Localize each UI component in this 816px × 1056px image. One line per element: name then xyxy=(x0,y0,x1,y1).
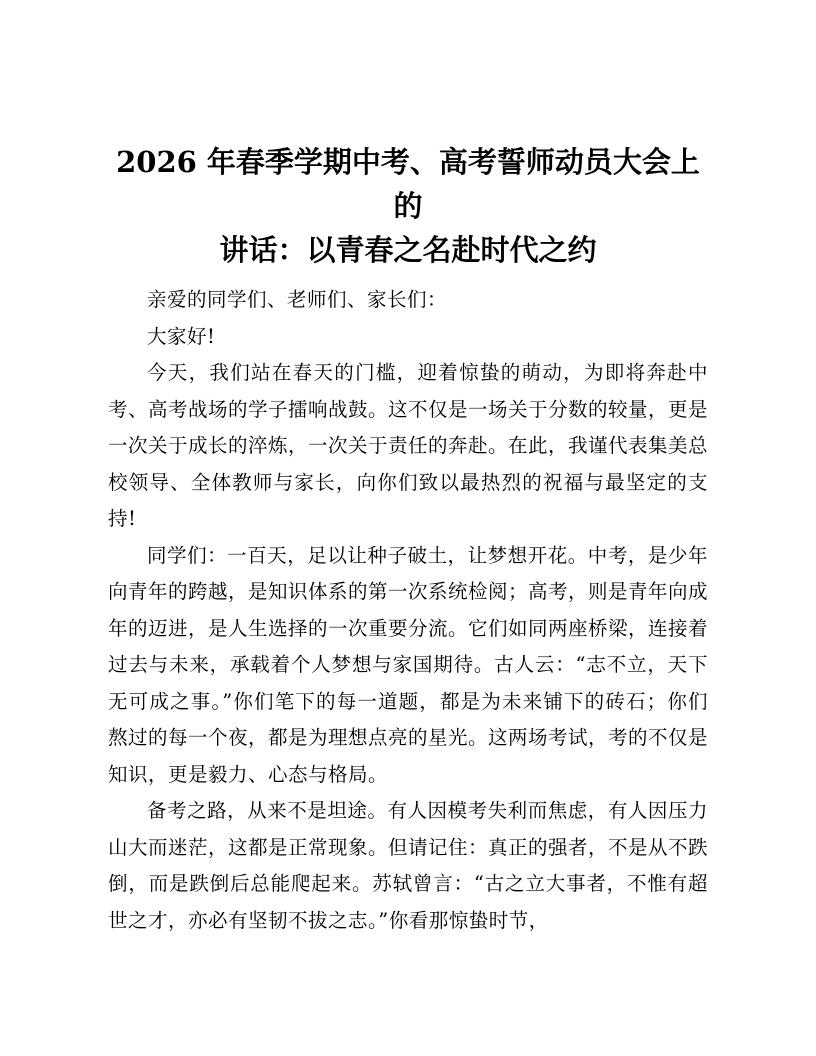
salutation-paragraph: 亲爱的同学们、老师们、家长们： xyxy=(147,288,448,311)
body-paragraph: 同学们：一百天，足以让种子破土，让梦想开花。中考，是少年向青年的跨越，是知识体系的第一次系统检阅；高考，则是青年向成年的迈进，是人生选择的一次重要分流。它们如同两座桥梁，连接着过去与未来，承载着个人梦想与家国期待。古人云：“志不立，天下无可成之事。”你们笔下的每一道题，都是为未来铺下的砖石；你们熬过的每一个夜，都是为理想点亮的星光。这两场考试，考的不仅是知识，更是毅力、心态与格局。 xyxy=(108,543,709,786)
document-page xyxy=(108,140,708,939)
title-line-2: 讲话：以青春之名赴时代之约 xyxy=(219,233,597,267)
body-paragraph: 备考之路，从来不是坦途。有人因模考失利而焦虑，有人因压力山大而迷茫，这都是正常现象。但请记住：真正的强者，不是从不跌倒，而是跌倒后总能爬起来。苏轼曾言：“古之立大事者，不惟有超世之才，亦必有坚韧不拔之志。”你看那惊蛰时节， xyxy=(108,799,709,932)
greeting-paragraph: 大家好! xyxy=(147,324,216,348)
document-title xyxy=(108,140,708,272)
body-paragraph: 今天，我们站在春天的门槛，迎着惊蛰的萌动，为即将奔赴中考、高考战场的学子擂响战鼓。这不仅是一场关于分数的较量，更是一次关于成长的淬炼，一次关于责任的奔赴。在此，我谨代表集美总校领导、全体教师与家长，向你们致以最热烈的祝福与最坚定的支持! xyxy=(108,361,709,530)
title-line-1: 2026 年春季学期中考、高考誓师动员大会上的 xyxy=(116,145,700,223)
